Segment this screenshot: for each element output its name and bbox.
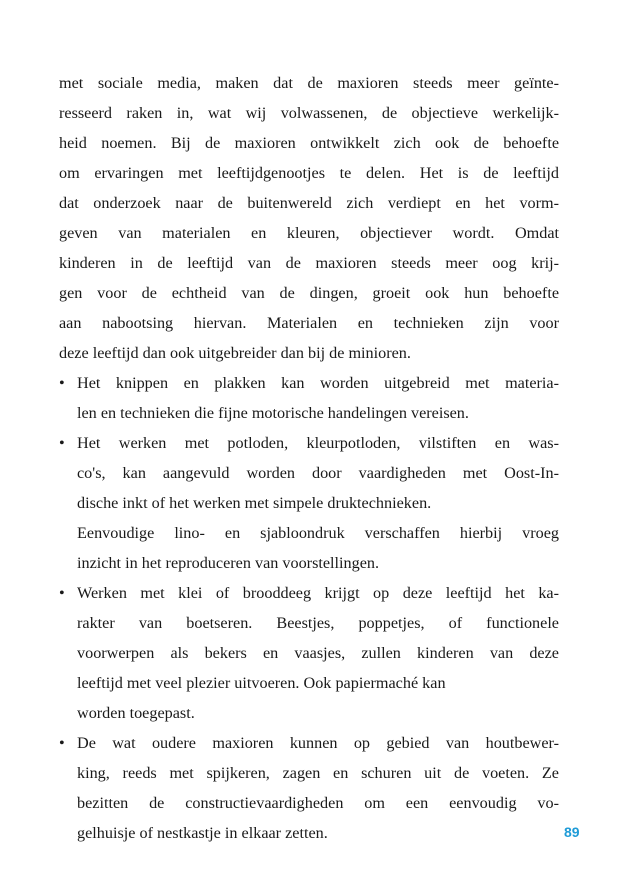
intro-paragraph	[59, 68, 559, 368]
bullet-line: king, reeds met spijkeren, zagen en schuren uit de voeten. Ze	[77, 764, 559, 782]
bullet-text	[59, 368, 559, 428]
paragraph-line: met sociale media, maken dat de maxioren steeds meer geïnte-	[59, 74, 559, 92]
bullet-line: Het knippen en plakken kan worden uitgebreid met materia-	[77, 374, 559, 392]
bullet-text	[59, 728, 559, 848]
paragraph-line: geven van materialen en kleuren, objectiever wordt. Omdat	[59, 224, 559, 242]
bullet-item	[59, 368, 559, 428]
paragraph-line: om ervaringen met leeftijdgenootjes te delen. Het is de leeftijd	[59, 164, 559, 182]
bullet-text	[59, 428, 559, 578]
body-text	[59, 68, 559, 848]
bullet-text	[59, 578, 559, 728]
paragraph-line: gen voor de echtheid van de dingen, groeit ook hun behoefte	[59, 284, 559, 302]
bullet-line: Het werken met potloden, kleurpotloden, vilstiften en was-	[77, 434, 559, 452]
bullet-line: dische inkt of het werken met simpele druktechnieken.	[77, 494, 432, 512]
bullet-icon: •	[59, 584, 65, 602]
page-number: 89	[564, 824, 580, 840]
bullet-line: Eenvoudige lino- en sjabloondruk verschaffen hierbij vroeg	[77, 524, 559, 542]
bullet-icon: •	[59, 374, 65, 392]
bullet-line: Werken met klei of brooddeeg krijgt op deze leeftijd het ka-	[77, 584, 559, 602]
bullet-line: worden toegepast.	[77, 704, 195, 722]
bullet-line: co's, kan aangevuld worden door vaardigheden met Oost-In-	[77, 464, 559, 482]
bullet-line: De wat oudere maxioren kunnen op gebied van houtbewer-	[77, 734, 559, 752]
paragraph-line: resseerd raken in, wat wij volwassenen, de objectieve werkelijk-	[59, 104, 559, 122]
paragraph-line: deze leeftijd dan ook uitgebreider dan bij de minioren.	[59, 344, 411, 362]
bullet-line: leeftijd met veel plezier uitvoeren. Ook papiermaché kan	[77, 674, 446, 692]
paragraph-line: kinderen in de leeftijd van de maxioren steeds meer oog krij-	[59, 254, 559, 272]
paragraph-line: aan nabootsing hiervan. Materialen en technieken zijn voor	[59, 314, 559, 332]
bullet-icon: •	[59, 434, 65, 452]
paragraph-line: heid noemen. Bij de maxioren ontwikkelt zich ook de behoefte	[59, 134, 559, 152]
bullet-line: inzicht in het reproduceren van voorstellingen.	[77, 554, 380, 572]
paragraph-line: dat onderzoek naar de buitenwereld zich verdiept en het vorm-	[59, 194, 559, 212]
bullet-icon: •	[59, 734, 65, 752]
bullet-line: len en technieken die fijne motorische handelingen vereisen.	[77, 404, 469, 422]
bullet-line: gelhuisje of nestkastje in elkaar zetten.	[77, 824, 328, 842]
bullet-line: bezitten de constructievaardigheden om een eenvoudig vo-	[77, 794, 559, 812]
bullet-item	[59, 578, 559, 728]
bullet-item	[59, 428, 559, 578]
bullet-line: rakter van boetseren. Beestjes, poppetjes, of functionele	[77, 614, 559, 632]
bullet-line: voorwerpen als bekers en vaasjes, zullen kinderen van deze	[77, 644, 559, 662]
bullet-item	[59, 728, 559, 848]
